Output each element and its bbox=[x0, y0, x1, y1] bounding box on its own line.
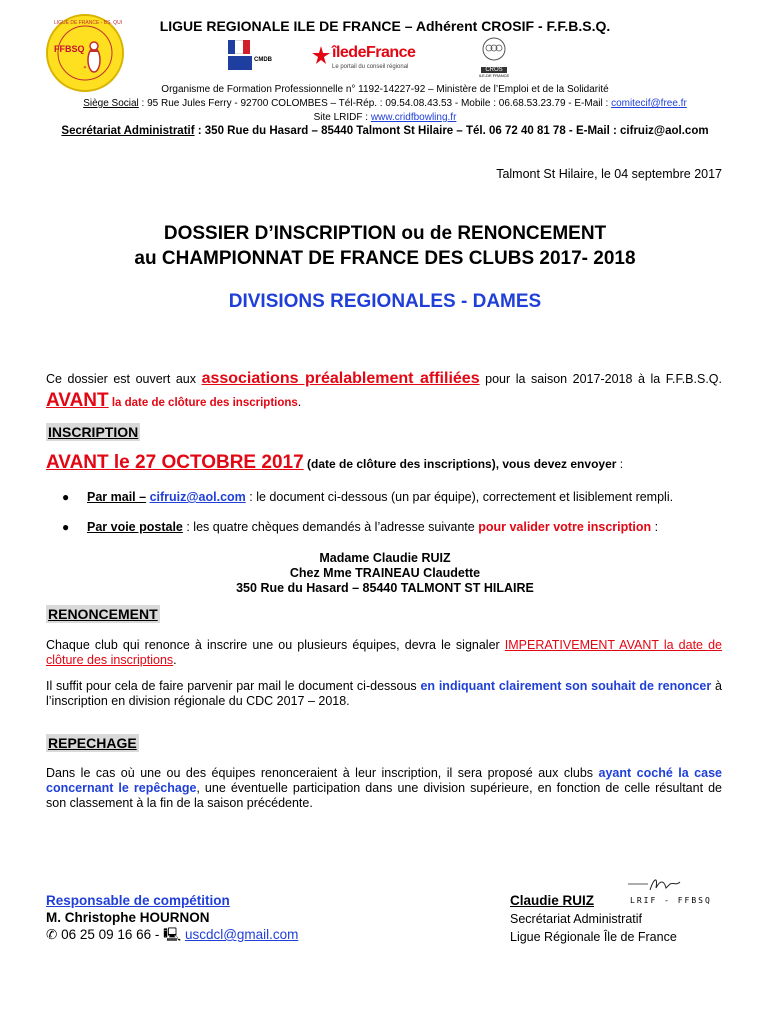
renoncement-p1-end: . bbox=[173, 653, 177, 667]
renoncement-p2-end: à l’inscription en division régionale du CDC 2017 – 2018. bbox=[46, 679, 722, 708]
inscription-deadline bbox=[46, 452, 623, 474]
header-line-1: Organisme de Formation Professionnelle n° 1192-14227-92 – Ministère de l’Emploi et de la Solidarité bbox=[161, 84, 609, 95]
renoncement-p1-red: IMPERATIVEMENT AVANT la date de clôture des inscriptions bbox=[46, 638, 722, 667]
renoncement-p2-text: Il suffit pour cela de faire parvenir par mail le document ci-dessous bbox=[46, 679, 421, 693]
bullet1-text: : le document ci-dessous (un par équipe), correctement et lisiblement rempli. bbox=[245, 490, 674, 504]
renoncement-heading bbox=[46, 606, 160, 624]
crosif-caption: CROS bbox=[481, 67, 507, 73]
intro-paragraph bbox=[46, 368, 722, 414]
siege-text: : 95 Rue Jules Ferry - 92700 COLOMBES – Tél-Rép. : 09.54.08.43.53 - Mobile : 06.68.53.23.79 - E-Mail : bbox=[138, 98, 612, 109]
ffbsq-ring-text: LIGUE DE FRANCE - BS. QUI bbox=[54, 20, 123, 26]
bullet2-label: Par voie postale bbox=[87, 520, 183, 534]
bullet-mail bbox=[87, 490, 673, 504]
intro-text-4: . bbox=[297, 395, 302, 409]
ministry-caption: CMDB bbox=[254, 57, 272, 63]
bullet2-text: : les quatre chèques demandés à l’adresse suivante bbox=[182, 520, 479, 534]
bullet1-email-link[interactable]: cifruiz@aol.com bbox=[149, 490, 246, 504]
ffbsq-logo bbox=[46, 14, 124, 92]
intro-avant: AVANT bbox=[46, 390, 109, 411]
footer-right-role: Secrétariat Administratif bbox=[510, 912, 642, 926]
renoncement-p1-text: Chaque club qui renonce à inscrire une ou plusieurs équipes, devra le signaler bbox=[46, 638, 505, 652]
footer-phone: 06 25 09 16 66 - bbox=[57, 927, 164, 942]
header-title: LIGUE REGIONALE ILE DE FRANCE – Adhérent CROSIF - F.F.B.S.Q. bbox=[159, 18, 611, 34]
iledefrance-tagline: Le portail du conseil régional bbox=[332, 64, 409, 70]
signature-text: LRIF - FFBSQ bbox=[630, 896, 712, 905]
intro-text-2: pour la saison 2017-2018 à la F.F.B.S.Q. bbox=[485, 372, 722, 386]
title-line-2: au CHAMPIONNAT DE FRANCE DES CLUBS 2017- 2018 bbox=[134, 248, 636, 269]
renoncement-paragraph-1 bbox=[46, 638, 722, 668]
deadline-note: (date de clôture des inscriptions), vous devez envoyer bbox=[303, 457, 617, 471]
svg-text:✶: ✶ bbox=[82, 65, 88, 71]
iledefrance-brand: îledeFrance bbox=[332, 44, 416, 61]
address-line-2: Chez Mme TRAINEAU Claudette bbox=[289, 566, 481, 580]
repechage-paragraph bbox=[46, 766, 722, 811]
star-icon bbox=[312, 46, 330, 64]
footer-right-org: Ligue Régionale Île de France bbox=[510, 930, 677, 944]
renoncement-p2-blue: en indiquant clairement son souhait de renoncer bbox=[420, 679, 712, 693]
repechage-heading bbox=[46, 735, 139, 753]
repechage-text-2: , une éventuelle participation dans une division supérieure, en fonction de celle résultant de son classement à la fin de la saison précédente. bbox=[46, 781, 722, 810]
subtitle: DIVISIONS REGIONALES - DAMES bbox=[228, 291, 542, 312]
renoncement-heading-text: RENONCEMENT bbox=[48, 606, 158, 622]
header-line-siege bbox=[0, 98, 770, 109]
site-url-link[interactable]: www.cridfbowling.fr bbox=[370, 112, 457, 123]
french-flag-icon bbox=[228, 40, 250, 54]
ministry-logo bbox=[228, 40, 276, 70]
signature-scribble-icon bbox=[628, 874, 700, 896]
inscription-heading-text: INSCRIPTION bbox=[48, 424, 139, 440]
olympic-rings-icon bbox=[474, 36, 514, 62]
intro-text-3: la date de clôture des inscriptions bbox=[108, 397, 298, 409]
repechage-text-1: Dans le cas où une ou des équipes renonceraient à leur inscription, il sera proposé aux clubs bbox=[46, 766, 599, 780]
crosif-sub: ILE-DE FRANCE bbox=[478, 73, 510, 78]
bullet-postal bbox=[87, 520, 658, 534]
footer-left-contact bbox=[46, 926, 298, 943]
inscription-heading bbox=[46, 424, 140, 442]
computer-icon: 🖳 bbox=[163, 927, 182, 942]
deadline-text bbox=[46, 452, 304, 473]
secretariat-label: Secrétariat Administratif bbox=[61, 125, 195, 137]
footer-right-name: Claudie RUIZ bbox=[510, 893, 595, 908]
date-line: Talmont St Hilaire, le 04 septembre 2017 bbox=[496, 167, 722, 181]
iledefrance-logo bbox=[312, 44, 432, 72]
footer-left-name: M. Christophe HOURNON bbox=[46, 910, 210, 925]
site-label: Site LRIDF : bbox=[313, 112, 371, 123]
intro-highlight: associations préalablement affiliées bbox=[201, 370, 480, 387]
bullet-dot-2: ● bbox=[62, 520, 70, 534]
intro-text-1: Ce dossier est ouvert aux bbox=[46, 372, 202, 386]
footer-left bbox=[46, 892, 298, 943]
siege-label: Siège Social bbox=[83, 98, 139, 109]
bullet1-label: Par mail – bbox=[87, 490, 147, 504]
crosif-logo bbox=[474, 36, 514, 80]
deadline-colon: : bbox=[616, 457, 624, 471]
deadline-avant: AVANT le 27 OCTOBRE 2017 bbox=[46, 452, 304, 473]
bullet2-red: pour valider votre inscription bbox=[478, 520, 652, 534]
phone-icon: ✆ bbox=[46, 927, 58, 942]
repechage-blue: ayant coché la case concernant le repêchage bbox=[46, 766, 722, 795]
repechage-heading-text: REPECHAGE bbox=[48, 735, 137, 751]
header-line-site bbox=[0, 112, 770, 123]
bullet-dot-1: ● bbox=[62, 490, 70, 504]
title-line-1: DOSSIER D’INSCRIPTION ou de RENONCEMENT bbox=[163, 223, 607, 244]
address-line-1: Madame Claudie RUIZ bbox=[319, 551, 451, 565]
ffbsq-logo-text: FFBSQ bbox=[54, 44, 85, 54]
secretariat-text: : 350 Rue du Hasard – 85440 Talmont St Hilaire – Tél. 06 72 40 81 78 - E-Mail : cifruiz@aol.com bbox=[194, 125, 709, 137]
renoncement-paragraph-2 bbox=[46, 679, 722, 709]
footer-left-title: Responsable de compétition bbox=[46, 893, 230, 908]
siege-email-link[interactable]: comitecif@free.fr bbox=[611, 98, 687, 109]
bullet2-end: : bbox=[651, 520, 659, 534]
signature bbox=[628, 874, 712, 908]
address-line-3: 350 Rue du Hasard – 85440 TALMONT ST HILAIRE bbox=[236, 581, 534, 595]
footer-email-link[interactable]: uscdcl@gmail.com bbox=[184, 927, 299, 942]
postal-address bbox=[0, 551, 770, 596]
header-line-secretariat bbox=[0, 125, 770, 137]
